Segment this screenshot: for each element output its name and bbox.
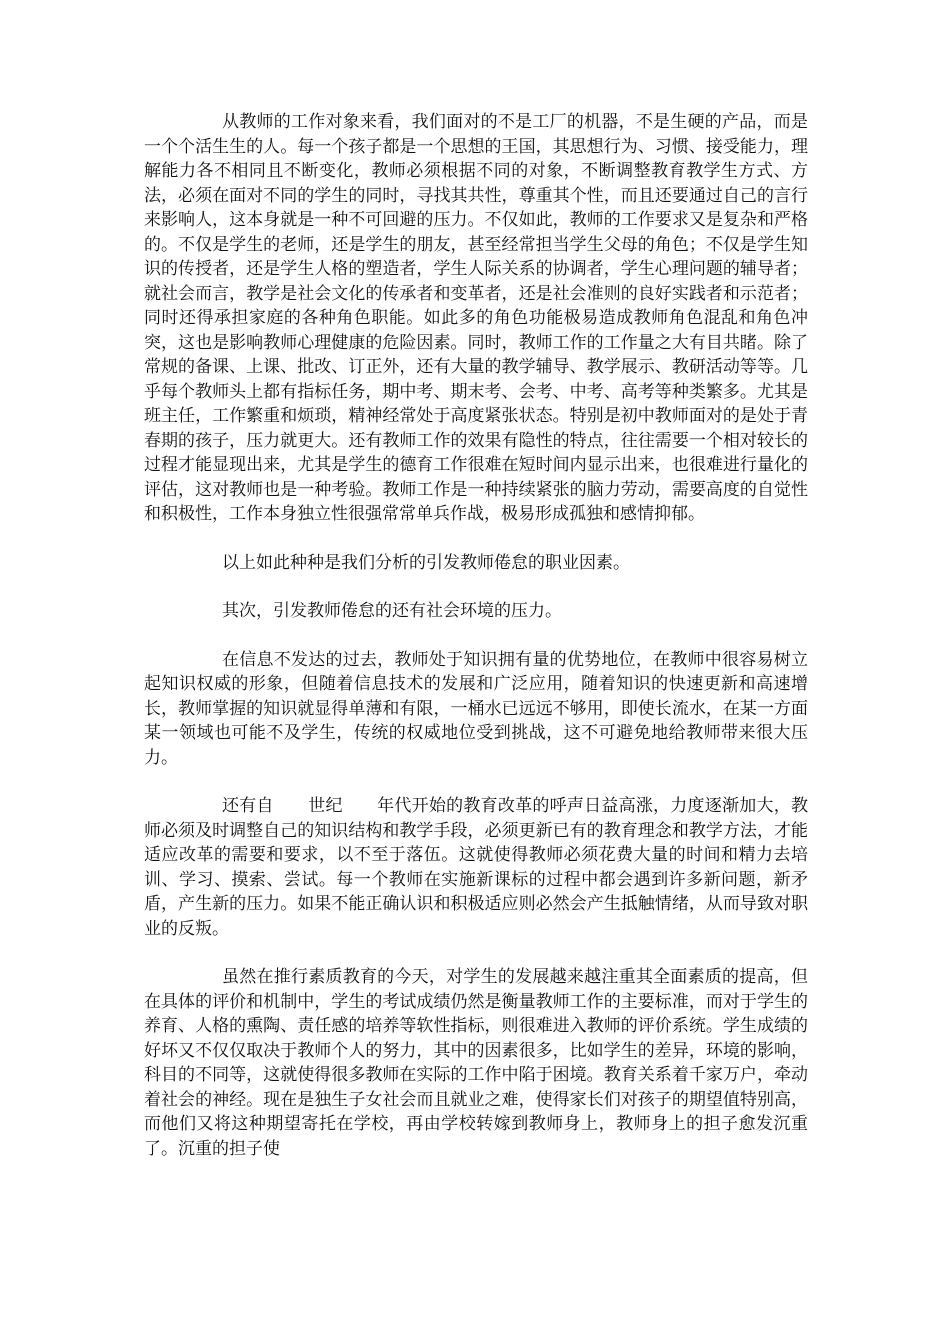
document-body — [144, 110, 808, 1161]
paragraph-quality-education-evaluation: 虽然在推行素质教育的今天，对学生的发展越来越注重其全面素质的提高，但在具体的评价和机制中，学生的考试成绩仍然是衡量教师工作的主要标准，而对于学生的养育、人格的熏陶、责任感的培养等软性指标，则很难进入教师的评价系统。学生成绩的好坏又不仅仅取决于教师个人的努力，其中的因素很多，比如学生的差异，环境的影响，科目的不同等，这就使得很多教师在实际的工作中陷于困境。教育关系着千家万户，牵动着社会的神经。现在是独生子女社会而且就业之难，使得家长们对孩子的期望值特别高，而他们又将这种期望寄托在学校，再由学校转嫁到教师身上，教师身上的担子愈发沉重了。沉重的担子使 — [144, 967, 808, 1159]
paragraph-information-age: 在信息不发达的过去，教师处于知识拥有量的优势地位，在教师中很容易树立起知识权威的形象，但随着信息技术的发展和广泛应用，随着知识的快速更新和高速增长，教师掌握的知识就显得单薄和有限，一桶水已远远不够用，即使长流水，在某一方面某一领域也可能不及学生，传统的权威地位受到挑战，这不可避免地给教师带来很大压力。 — [144, 649, 808, 768]
paragraph-education-reform: 还有自 世纪 年代开始的教育改革的呼声日益高涨，力度逐渐加大，教师必须及时调整自己的知识结构和教学手段，必须更新已有的教育理念和教学方法，才能适应改革的需要和要求，以不至于落伍。这就使得教师必须花费大量的时间和精力去培训、学习、摸索、尝试。每一个教师在实施新课标的过程中都会遇到许多新问题，新矛盾，产生新的压力。如果不能正确认识和积极适应则必然会产生抵触情绪，从而导致对职业的反叛。 — [144, 796, 808, 939]
paragraph-occupational-factors-summary: 以上如此种种是我们分析的引发教师倦怠的职业因素。 — [222, 552, 630, 573]
paragraph-social-environment-intro: 其次，引发教师倦怠的还有社会环境的压力。 — [222, 601, 562, 621]
paragraph-work-object-pressure: 从教师的工作对象来看，我们面对的不是工厂的机器，不是生硬的产品，而是一个个活生生的人。每一个孩子都是一个思想的王国，其思想行为、习惯、接受能力，理解能力各不相同且不断变化，教师必须根据不同的对象，不断调整教育教学生方式、方法，必须在面对不同的学生的同时，寻找其共性，尊重其个性，而且还要通过自己的言行来影响人，这本身就是一种不可回避的压力。不仅如此，教师的工作要求又是复杂和严格的。不仅是学生的老师，还是学生的朋友，甚至经常担当学生父母的角色；不仅是学生知识的传授者，还是学生人格的塑造者，学生人际关系的协调者，学生心理问题的辅导者；就社会而言，教学是社会文化的传承者和变革者，还是社会准则的良好实践者和示范者；同时还得承担家庭的各种角色职能。如此多的角色功能极易造成教师角色混乱和角色冲突，这也是影响教师心理健康的危险因素。同时，教师工作的工作量之大有目共睹。除了常规的备课、上课、批改、订正外，还有大量的教学辅导、教学展示、教研活动等等。几乎每个教师头上都有指标任务，期中考、期末考、会考、中考、高考等种类繁多。尤其是班主任，工作繁重和烦琐，精神经常处于高度紧张状态。特别是初中教师面对的是处于青春期的孩子，压力就更大。还有教师工作的效果有隐性的特点，往往需要一个相对较长的过程才能显现出来，尤其是学生的德育工作很难在短时间内显示出来，也很难进行量化的评估，这对教师也是一种考验。教师工作是一种持续紧张的脑力劳动，需要高度的自觉性和积极性，工作本身独立性很强常常单兵作战，极易形成孤独和感情抑郁。 — [144, 112, 808, 524]
